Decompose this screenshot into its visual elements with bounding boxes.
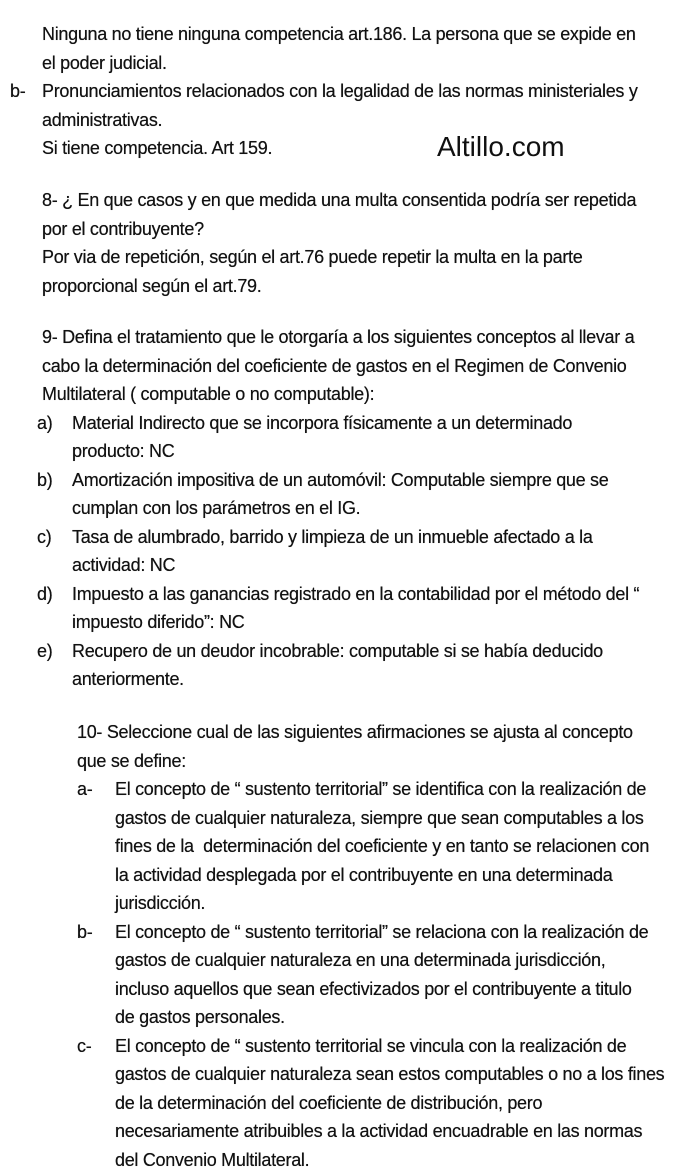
text-line: Pronunciamientos relacionados con la legalidad de las normas ministeriales y	[42, 81, 638, 101]
text-line: Si tiene competencia. Art 159.	[42, 138, 273, 158]
answer-8-text: Por via de repetición, según el art.76 puede repetir la multa en la parte	[42, 247, 583, 267]
text-line: Impuesto a las ganancias registrado en la contabilidad por el método del “	[72, 583, 640, 604]
text-line: impuesto diferido”: NC	[72, 612, 245, 632]
answer-8-text: proporcional según el art.79.	[42, 275, 262, 296]
text-line: incluso aquellos que sean efectivizados por el contribuyente a titulo	[115, 978, 632, 999]
list-marker: d)	[37, 583, 53, 604]
text-line: de la determinación del coeficiente de distribución, pero	[115, 1092, 543, 1113]
text-line: administrativas.	[42, 109, 163, 130]
text-line: gastos de cualquier naturaleza sean estos computables o no a los fines	[115, 1064, 665, 1084]
text-line: Material Indirecto que se incorpora físicamente a un determinado	[72, 412, 573, 433]
list-item-b	[37, 466, 639, 523]
text-line: el poder judicial.	[42, 52, 167, 73]
question-10-block	[77, 718, 664, 1170]
question-10-text: que se define:	[77, 750, 186, 771]
text-line: El concepto de “ sustento territorial” se relaciona con la realización de	[115, 921, 649, 942]
question-8-text: por el contribuyente?	[42, 218, 204, 239]
list-marker: b-	[77, 921, 93, 942]
list-item-b	[10, 77, 638, 134]
question-9-text: 9- Defina el tratamiento que le otorgaría a los siguientes conceptos al llevar a	[42, 327, 635, 347]
text-line: necesariamente atribuibles a la actividad encuadrable en las normas	[115, 1121, 643, 1141]
text-line: cumplan con los parámetros en el IG.	[72, 498, 361, 518]
text-line: El concepto de “ sustento territorial se vincula con la realización de	[115, 1035, 627, 1056]
text-line: la actividad desplegada por el contribuyente en una determinada	[115, 864, 613, 885]
list-marker: b-	[10, 81, 26, 101]
text-line: jurisdicción.	[115, 893, 206, 913]
text-line: de gastos personales.	[115, 1007, 285, 1027]
list-marker: b)	[37, 469, 53, 490]
text-line: Tasa de alumbrado, barrido y limpieza de un inmueble afectado a la	[72, 526, 593, 547]
list-marker: c)	[37, 526, 52, 547]
text-line: gastos de cualquier naturaleza, siempre que sean computables a los	[115, 807, 644, 828]
text-line: El concepto de “ sustento territorial” se identifica con la realización de	[115, 779, 647, 799]
list-item-a	[37, 409, 639, 466]
text-line: Amortización impositiva de un automóvil: Computable siempre que se	[72, 469, 609, 490]
question-10-text: 10- Seleccione cual de las siguientes afirmaciones se ajusta al concepto	[77, 722, 633, 742]
text-line: Ninguna no tiene ninguna competencia art.186. La persona que se expide en	[42, 24, 636, 44]
list-item-d	[37, 580, 640, 637]
altillo-watermark: Altillo.com	[437, 131, 565, 162]
text-line: fines de la determinación del coeficiente y en tanto se relacionen con	[115, 836, 650, 856]
list-marker: a-	[77, 779, 93, 799]
list-item-b	[77, 918, 664, 1032]
question-9-text: Multilateral ( computable o no computable):	[42, 384, 375, 404]
list-item-c	[77, 1032, 664, 1170]
text-line: anteriormente.	[72, 669, 184, 689]
text-line: Recupero de un deudor incobrable: computable si se había deducido	[72, 640, 603, 661]
text-line: actividad: NC	[72, 555, 176, 575]
list-marker: e)	[37, 640, 53, 661]
question-8-block	[42, 186, 636, 300]
question-9-text: cabo la determinación del coeficiente de gastos en el Regimen de Convenio	[42, 355, 627, 376]
text-line: gastos de cualquier naturaleza en una determinada jurisdicción,	[115, 950, 606, 970]
list-marker: a)	[37, 412, 53, 433]
list-item-e	[37, 637, 639, 694]
text-line: del Convenio Multilateral.	[115, 1149, 310, 1170]
question-8-text: 8- ¿ En que casos y en que medida una multa consentida podría ser repetida	[42, 190, 637, 210]
question-9-block	[37, 323, 640, 694]
list-marker: c-	[77, 1035, 92, 1056]
text-line: producto: NC	[72, 441, 175, 461]
list-item-a	[77, 775, 664, 918]
list-item-c	[37, 523, 639, 580]
